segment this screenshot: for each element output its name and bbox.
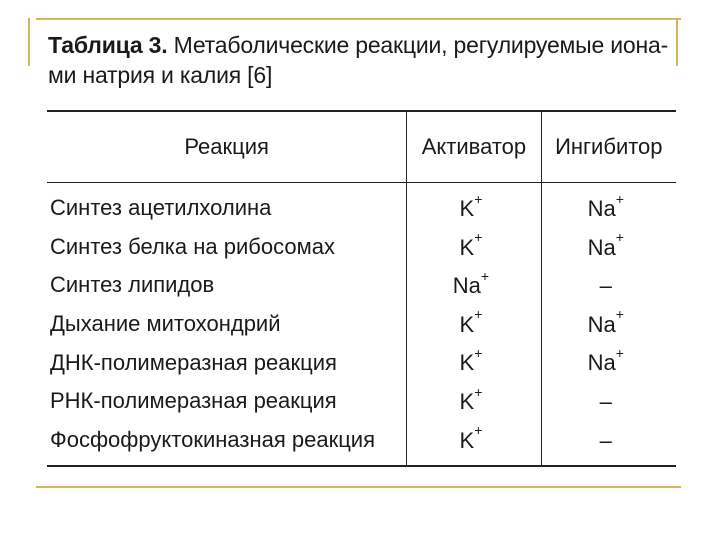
activator-ion: K [459,234,475,260]
activator-charge: + [474,229,483,246]
activator-charge: + [480,267,490,284]
slide-top-border [36,18,681,20]
inhibitor-charge: + [615,190,624,207]
inhibitor-cell [541,382,676,421]
table-caption [48,30,678,90]
caption-label: Таблица 3. [48,32,168,58]
reactions-table [47,110,676,467]
inhibitor-ion: Na [587,311,616,337]
activator-charge: + [474,306,483,323]
caption-text-line1: Метаболические реакции, регулируемые иона- [173,32,669,58]
reaction-cell: Синтез ацетилхолина [50,195,272,221]
activator-cell [407,382,541,421]
reaction-cell: ДНК-полимеразная реакция [50,349,337,375]
inhibitor-cell [541,183,676,228]
slide-bottom-border [36,486,681,488]
activator-cell [407,421,541,467]
table-header-row [47,111,676,183]
header-activator: Активатор [407,111,541,183]
inhibitor-charge: + [615,229,624,246]
inhibitor-charge: + [615,345,624,361]
caption-text-line2: ми натрия и калия [6] [48,62,273,88]
inhibitor-ion: – [599,388,612,414]
reaction-cell: РНК-полимеразная реакция [50,388,337,414]
activator-charge: + [474,383,483,400]
inhibitor-ion: – [599,273,612,299]
inhibitor-cell [541,421,676,467]
activator-cell [407,266,541,305]
reaction-cell: Фосфофруктокиназная реакция [50,426,376,452]
activator-ion: K [459,427,475,453]
table-row [47,305,676,344]
activator-charge: + [474,422,483,439]
header-reaction: Реакция [47,111,407,183]
inhibitor-ion: Na [587,195,616,221]
slide-left-border [28,18,30,66]
reaction-cell: Синтез белка на рибосомах [50,233,335,259]
inhibitor-cell [541,305,676,344]
inhibitor-ion: Na [587,350,616,376]
header-inhibitor: Ингибитор [541,111,676,183]
activator-cell [407,183,541,228]
table-row [47,343,676,382]
inhibitor-charge: + [615,306,624,323]
table-row [47,228,676,267]
inhibitor-cell [541,266,676,305]
inhibitor-ion: – [599,427,612,453]
activator-cell [407,228,541,267]
table-row [47,266,676,305]
activator-cell [407,343,541,382]
activator-charge: + [474,190,483,207]
reaction-cell: Синтез липидов [50,272,215,298]
activator-charge: + [474,345,483,361]
inhibitor-cell [541,343,676,382]
inhibitor-cell [541,228,676,267]
activator-cell [407,305,541,344]
activator-ion: K [459,388,475,414]
activator-ion: K [459,311,475,337]
activator-ion: K [459,350,475,376]
table-row [47,421,676,467]
inhibitor-ion: Na [587,234,616,260]
table-row [47,382,676,421]
table-row [47,183,676,228]
activator-ion: K [459,195,475,221]
activator-ion: Na [452,273,481,299]
reaction-cell: Дыхание митохондрий [50,311,281,337]
